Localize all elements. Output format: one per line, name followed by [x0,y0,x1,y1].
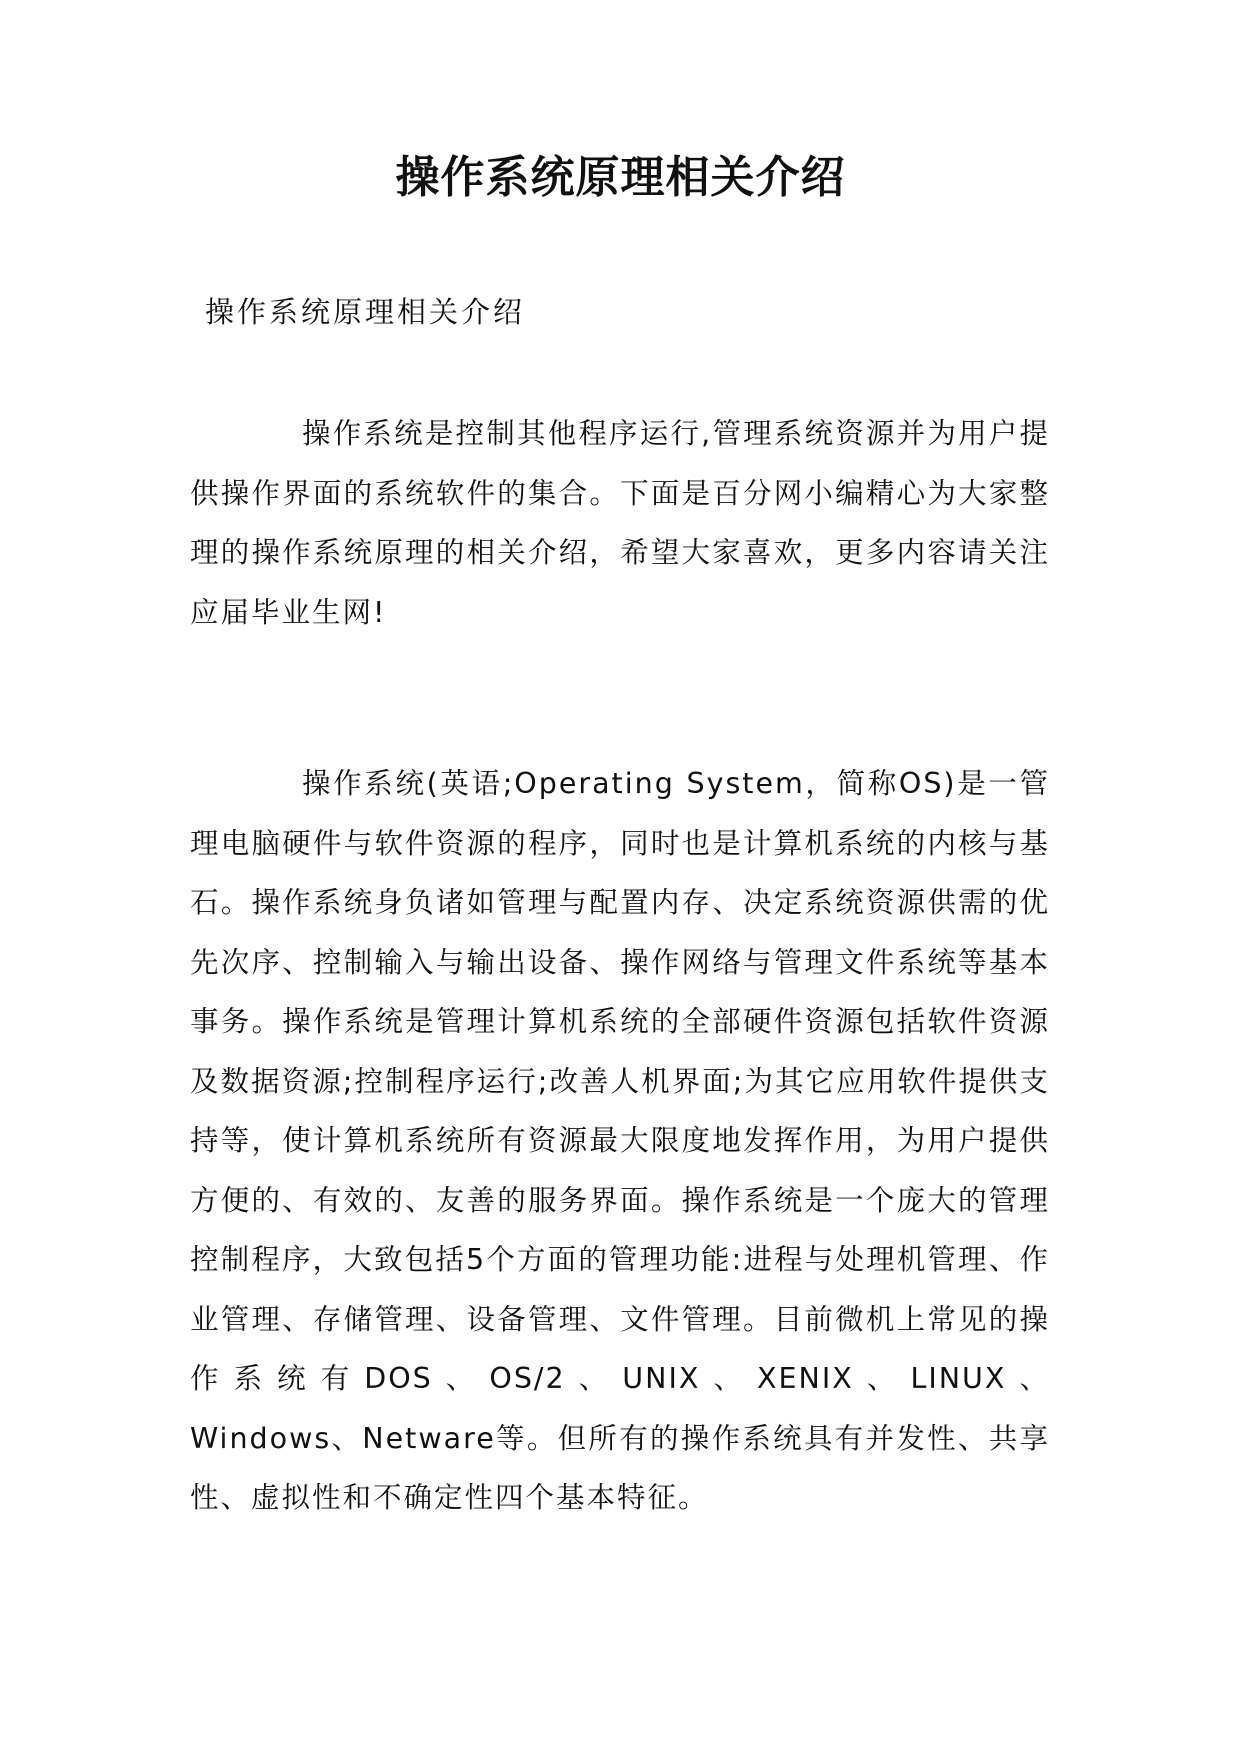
body-paragraph: 操作系统(英语;Operating System，简称OS)是一管理电脑硬件与软件资源的程序，同时也是计算机系统的内核与基石。操作系统身负诸如管理与配置内存、决定系统资源供需的优先次序、控制输入与输出设备、操作网络与管理文件系统等基本事务。操作系统是管理计算机系统的全部硬件资源包括软件资源及数据资源;控制程序运行;改善人机界面;为其它应用软件提供支持等，使计算机系统所有资源最大限度地发挥作用，为用户提供方便的、有效的、友善的服务界面。操作系统是一个庞大的管理控制程序，大致包括5个方面的管理功能:进程与处理机管理、作业管理、存储管理、设备管理、文件管理。目前微机上常见的操作系统有DOS、OS/2、UNIX、XENIX、LINUX、Windows、Netware等。但所有的操作系统具有并发性、共享性、虚拟性和不确定性四个基本特征。 [190,767,1050,1514]
intro-paragraph: 操作系统是控制其他程序运行,管理系统资源并为用户提供操作界面的系统软件的集合。下面是百分网小编精心为大家整理的操作系统原理的相关介绍，希望大家喜欢，更多内容请关注应届毕业生网! [190,417,1050,629]
document-title: 操作系统原理相关介绍 [395,152,846,203]
document-subtitle: 操作系统原理相关介绍 [205,295,526,329]
